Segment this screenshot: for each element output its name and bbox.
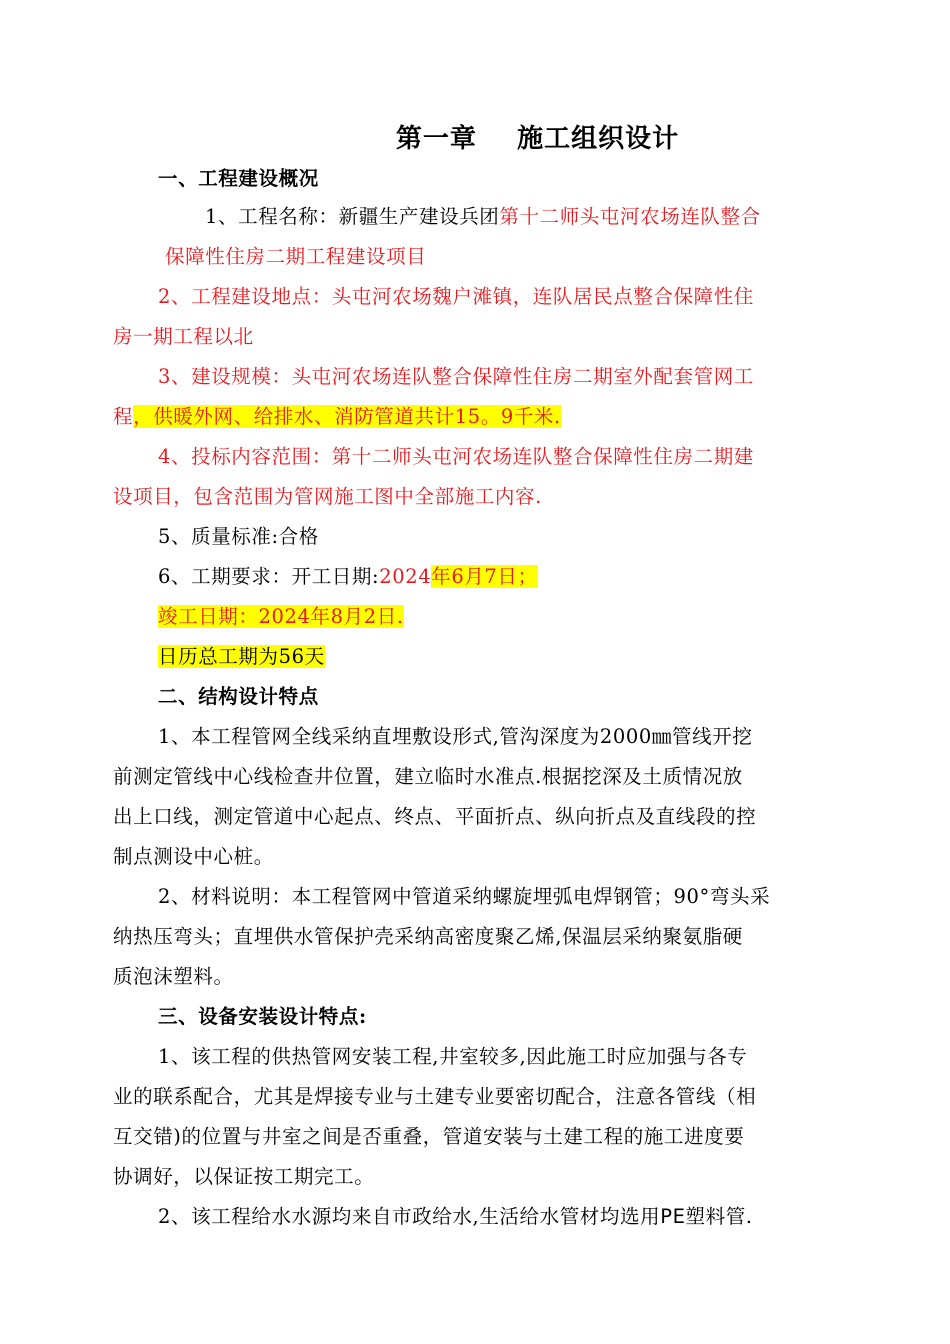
- section-heading-2: 二、结构设计特点: [158, 685, 319, 708]
- s3-p2-text: 2、该工程给水水源均来自市政给水,生活给水管材均选用: [158, 1205, 661, 1228]
- s2-p1-line-1: 1、本工程管网全线采纳直埋敷设形式,管沟深度为2000㎜管线开挖: [158, 725, 753, 748]
- schedule-line: [158, 563, 538, 591]
- scope-line-1: 4、投标内容范围：第十二师头屯河农场连队整合保障性住房二期建: [158, 445, 754, 468]
- scale-line-1: 3、建设规模：头屯河农场连队整合保障性住房二期室外配套管网工: [158, 365, 754, 388]
- project-name-line-2: 保障性住房二期工程建设项目: [165, 245, 427, 268]
- s2-p1-line-4: 制点测设中心桩。: [113, 845, 274, 868]
- pe-material: PE: [660, 1205, 686, 1228]
- s3-p2-line-1: [158, 1203, 753, 1231]
- s3-p1-line-2: 业的联系配合，尤其是焊接专业与土建专业要密切配合，注意各管线（相: [113, 1085, 757, 1108]
- s2-p1-line-2: 前测定管线中心线检查井位置，建立临时水准点.根据挖深及土质情况放: [113, 765, 743, 788]
- start-date-highlight: 年6月7日；: [431, 565, 538, 588]
- completion-date: 竣工日期：2024年8月2日.: [158, 605, 404, 628]
- chapter-title: 第一章 施工组织设计: [395, 124, 680, 154]
- project-name-label: 1、工程名称：新疆生产建设兵团: [205, 205, 500, 228]
- scale-highlight: ，供暖外网、给排水、消防管道共计15。9千米.: [133, 405, 561, 428]
- s3-p1-line-4: 协调好，以保证按工期完工。: [113, 1165, 375, 1188]
- section-heading-1: 一、工程建设概况: [158, 167, 319, 190]
- project-name-value: 第十二师头屯河农场连队整合: [499, 205, 761, 228]
- s2-p2-line-1: 2、材料说明：本工程管网中管道采纳螺旋埋弧电焊钢管；90°弯头采: [158, 885, 771, 908]
- section-heading-3: 三、设备安装设计特点:: [158, 1005, 367, 1028]
- quality-line: 5、质量标准:合格: [158, 525, 319, 548]
- s3-p2-suffix: 塑料管.: [685, 1205, 753, 1228]
- location-line-1: 2、工程建设地点：头屯河农场魏户滩镇，连队居民点整合保障性住: [158, 285, 754, 308]
- s2-p2-line-3: 质泡沫塑料。: [113, 965, 234, 988]
- total-duration: 日历总工期为56天: [158, 645, 325, 668]
- scale-line-2: [113, 403, 561, 431]
- total-duration-line: [158, 643, 325, 671]
- location-line-2: 房一期工程以北: [113, 325, 254, 348]
- s2-p2-line-2: 纳热压弯头；直埋供水管保护壳采纳高密度聚乙烯,保温层采纳聚氨脂硬: [113, 925, 743, 948]
- s3-p1-line-1: 1、该工程的供热管网安装工程,井室较多,因此施工时应加强与各专: [158, 1045, 748, 1068]
- s3-p1-line-3: 互交错)的位置与井室之间是否重叠，管道安装与土建工程的施工进度要: [113, 1125, 745, 1148]
- start-year: 2024: [379, 565, 432, 588]
- completion-line: [158, 603, 404, 631]
- scope-line-2: 设项目，包含范围为管网施工图中全部施工内容.: [113, 485, 542, 508]
- project-name-line-1: [205, 203, 761, 231]
- schedule-label: 6、工期要求：开工日期:: [158, 565, 380, 588]
- scale-text: 程: [113, 405, 134, 428]
- s2-p1-line-3: 出上口线，测定管道中心起点、终点、平面折点、纵向折点及直线段的控: [113, 805, 757, 828]
